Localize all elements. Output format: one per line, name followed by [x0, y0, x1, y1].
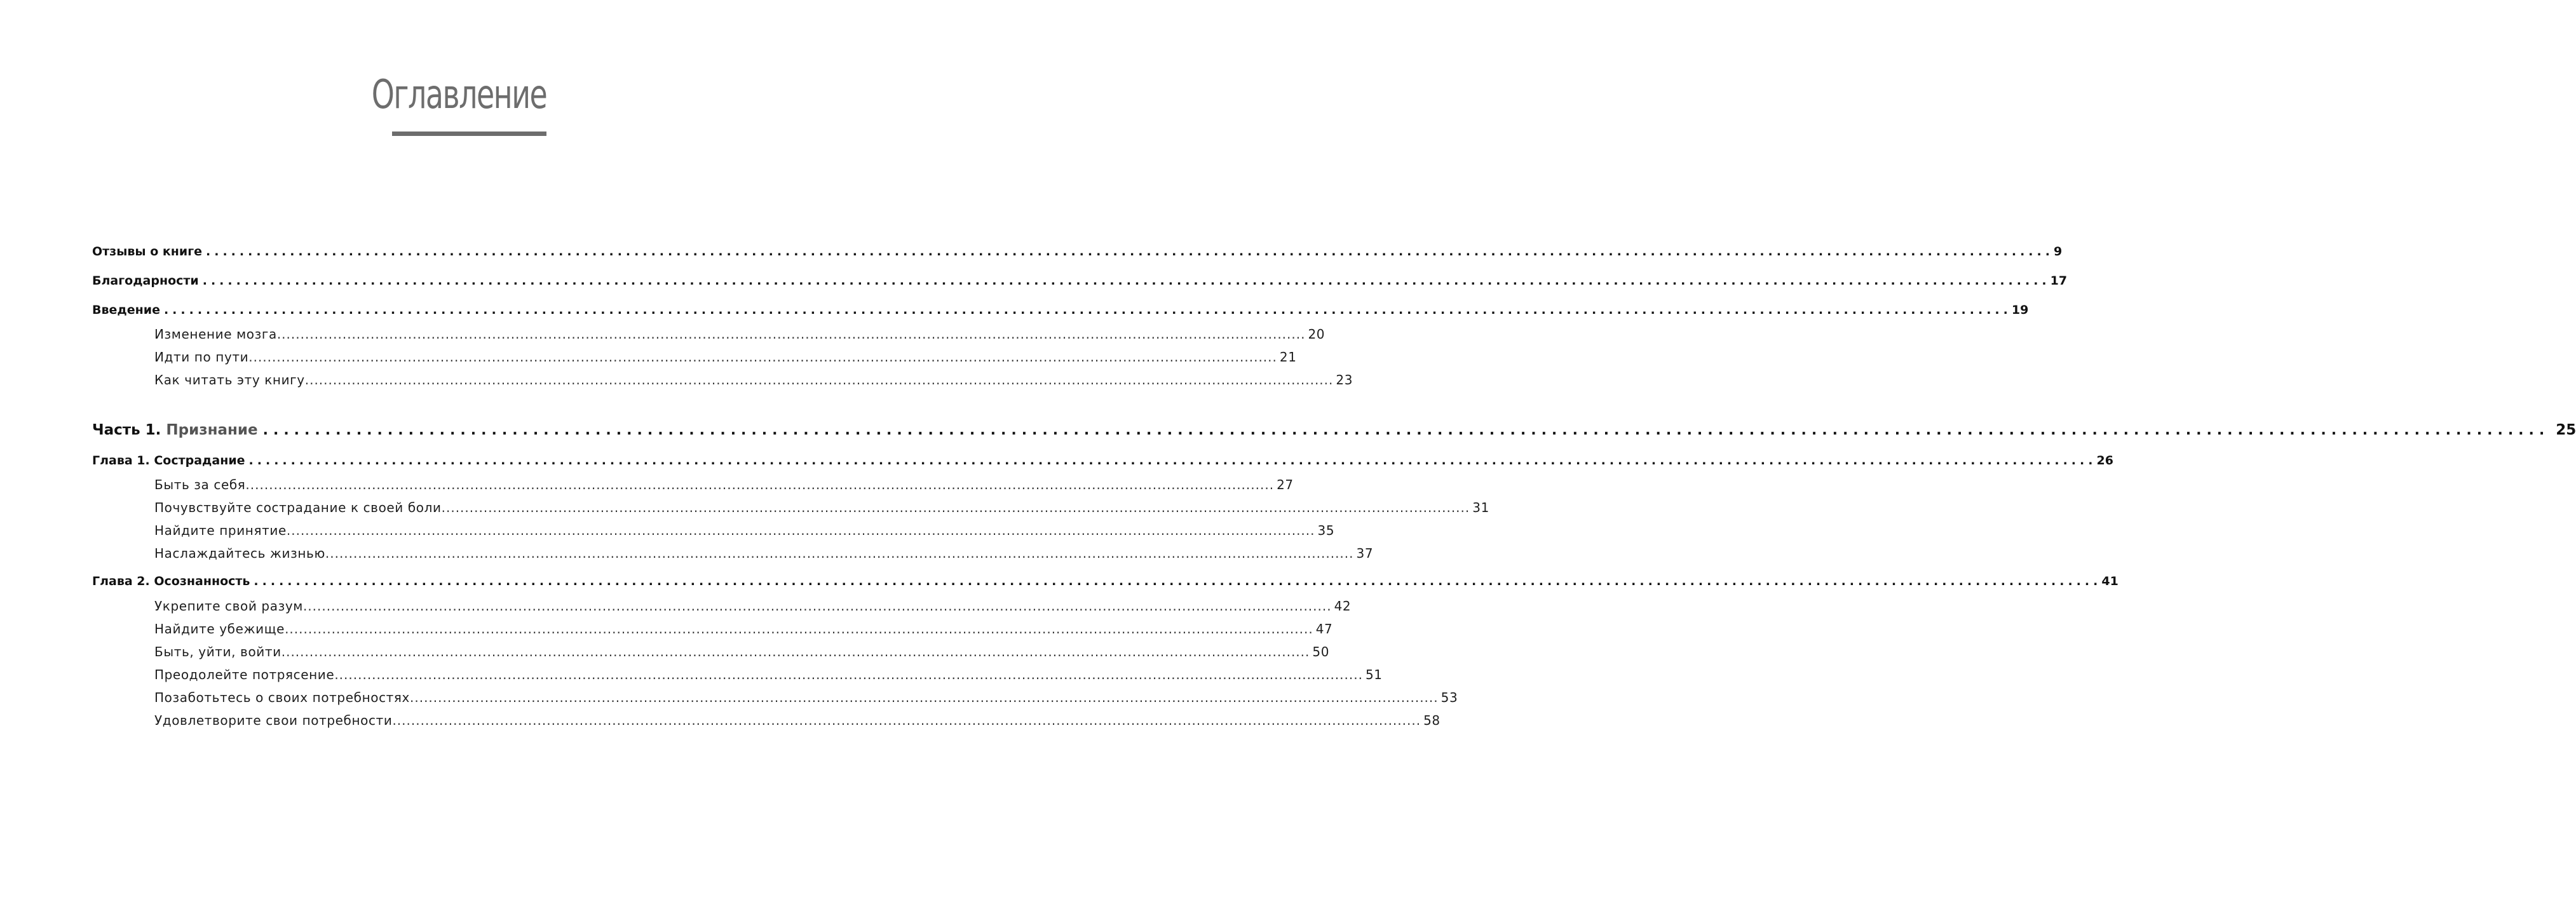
toc-subentry[interactable] [154, 523, 1335, 542]
toc-entry-label: Благодарности [92, 274, 199, 288]
dot-leader: ............................................................................................................................................................................................................................ [163, 303, 2012, 317]
toc-page-number: 21 [1279, 349, 1297, 365]
toc-page-number: 20 [1308, 327, 1325, 342]
toc-page-number: 42 [1334, 598, 1352, 614]
toc-subentry[interactable] [154, 327, 1325, 346]
dot-leader: ............................................................................................................................................................................................................................ [248, 349, 1277, 365]
toc-entry-label: Быть за себя [154, 477, 246, 492]
dot-leader: ............................................................................................................................................................................................................................ [276, 327, 1306, 342]
toc-entry-label: Почувствуйте сострадание к своей боли [154, 500, 442, 515]
toc-page-number: 47 [1315, 621, 1333, 637]
toc-page-number: 31 [1472, 500, 1489, 515]
toc-entry-label: Позаботьтесь о своих потребностях [154, 690, 410, 705]
toc-subentry[interactable] [154, 667, 1383, 686]
toc-chapter-2[interactable] [92, 574, 2118, 593]
toc-page-number: 25 [2556, 422, 2576, 438]
toc-entry-label: Как читать эту книгу [154, 372, 305, 388]
toc-entry-acknowledgements[interactable] [92, 274, 2068, 293]
title-underline [392, 132, 546, 136]
toc-subentry[interactable] [154, 621, 1333, 640]
dot-leader: ............................................................................................................................................................................................................................ [441, 500, 1470, 515]
toc-entry-label: Найдите убежище [154, 621, 285, 637]
dot-leader: ............................................................................................................................................................................................................................ [202, 274, 2051, 288]
toc-entry-label: Введение [92, 303, 160, 317]
toc-subentry[interactable] [154, 372, 1353, 391]
toc-entry-introduction[interactable] [92, 303, 2029, 322]
toc-subentry[interactable] [154, 349, 1297, 368]
toc-entry-label: Наслаждайтесь жизнью [154, 546, 325, 561]
toc-entry-label: Найдите принятие [154, 523, 287, 538]
toc-subentry[interactable] [154, 477, 1294, 496]
toc-page-number: 35 [1317, 523, 1335, 538]
dot-leader: ............................................................................................................................................................................................................................ [262, 422, 2550, 438]
dot-leader: ............................................................................................................................................................................................................................ [254, 574, 2102, 588]
toc-page-number: 23 [1336, 372, 1353, 388]
dot-leader: ............................................................................................................................................................................................................................ [392, 713, 1421, 728]
toc-entry-label: Отзывы о книге [92, 245, 203, 259]
dot-leader: ............................................................................................................................................................................................................................ [281, 644, 1310, 659]
toc-part-heading[interactable] [92, 422, 2576, 441]
dot-leader: ............................................................................................................................................................................................................................ [302, 598, 1332, 614]
toc-entry-label: Быть, уйти, войти [154, 644, 281, 659]
toc-entry-label: Изменение мозга [154, 327, 277, 342]
dot-leader: ............................................................................................................................................................................................................................ [286, 523, 1315, 538]
page-title: Оглавление [371, 71, 546, 118]
toc-chapter-1[interactable] [92, 454, 2113, 473]
toc-page-number: 27 [1277, 477, 1294, 492]
toc-subentry[interactable] [154, 598, 1352, 617]
dot-leader: ............................................................................................................................................................................................................................ [410, 690, 1439, 705]
toc-page-number: 9 [2053, 245, 2063, 259]
toc-entry-label: Преодолейте потрясение [154, 667, 335, 682]
toc-subentry[interactable] [154, 500, 1489, 519]
toc-subentry[interactable] [154, 690, 1458, 709]
dot-leader: ............................................................................................................................................................................................................................ [304, 372, 1334, 388]
toc-subentry[interactable] [154, 546, 1374, 565]
part-name: Признание [166, 422, 258, 438]
toc-page-number: 50 [1312, 644, 1330, 659]
dot-leader: ............................................................................................................................................................................................................................ [206, 245, 2054, 259]
toc-entry-label: Идти по пути [154, 349, 249, 365]
dot-leader: ............................................................................................................................................................................................................................ [285, 621, 1313, 637]
toc-entry-label: Глава 1. Сострадание [92, 454, 245, 468]
toc-page-number: 37 [1356, 546, 1374, 561]
toc-page-number: 53 [1441, 690, 1458, 705]
toc-entry-reviews[interactable] [92, 245, 2063, 264]
toc-entry-label: Укрепите свой разум [154, 598, 303, 614]
toc-page-number: 51 [1365, 667, 1383, 682]
toc-page-number: 58 [1423, 713, 1441, 728]
toc-entry-label: Удовлетворите свои потребности [154, 713, 393, 728]
part-number: Часть 1. [92, 422, 161, 438]
dot-leader: ............................................................................................................................................................................................................................ [325, 546, 1354, 561]
toc-subentry[interactable] [154, 713, 1441, 732]
toc-page-number: 26 [2096, 454, 2113, 468]
toc-page-number: 17 [2050, 274, 2068, 288]
dot-leader: ............................................................................................................................................................................................................................ [245, 477, 1275, 492]
part-title [92, 422, 258, 438]
dot-leader: ............................................................................................................................................................................................................................ [248, 454, 2097, 468]
toc-page-number: 19 [2011, 303, 2029, 317]
toc-page-number: 41 [2101, 574, 2118, 588]
toc-subentry[interactable] [154, 644, 1330, 663]
dot-leader: ............................................................................................................................................................................................................................ [334, 667, 1363, 682]
toc-entry-label: Глава 2. Осознанность [92, 574, 250, 588]
